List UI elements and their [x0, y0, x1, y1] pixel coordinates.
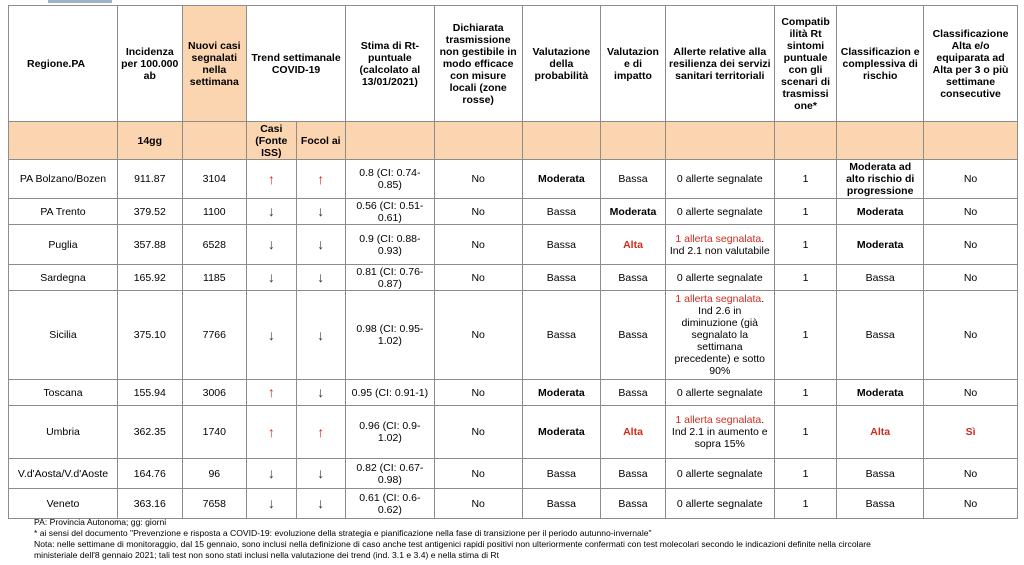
- header-classification: Classificazion e complessiva di rischio: [837, 6, 924, 122]
- arrow-up-icon: ↑: [317, 423, 325, 440]
- header-region: Regione.PA: [9, 6, 118, 122]
- cell-rt: 0.81 (CI: 0.76-0.87): [345, 265, 434, 291]
- cell-outbreaks-trend: [296, 459, 345, 489]
- cell-rt: 0.61 (CI: 0.6-0.62): [345, 489, 434, 519]
- cell-incidence: 164.76: [117, 459, 182, 489]
- cell-region: Toscana: [9, 380, 118, 406]
- alert-text: 0 allerte segnalate: [676, 467, 763, 480]
- table-row: [9, 380, 1018, 406]
- cell-high-class: No: [924, 225, 1018, 265]
- subheader-blank: [522, 122, 601, 160]
- cell-high-class: No: [924, 291, 1018, 380]
- alert-text: . Ind 2.1 non valutabile: [669, 232, 770, 257]
- cell-high-class: No: [924, 380, 1018, 406]
- cell-new-cases: 1100: [182, 199, 247, 225]
- cell-compat: 1: [774, 489, 837, 519]
- cell-declared: No: [434, 406, 522, 459]
- cell-cases-trend: [247, 291, 296, 380]
- cell-incidence: 375.10: [117, 291, 182, 380]
- cell-new-cases: 7658: [182, 489, 247, 519]
- header-incidence: Incidenza per 100.000 ab: [117, 6, 182, 122]
- cell-declared: No: [434, 489, 522, 519]
- header-trend: Trend settimanale COVID-19: [247, 6, 346, 122]
- cell-new-cases: 1185: [182, 265, 247, 291]
- cell-impact: Bassa: [601, 489, 666, 519]
- cell-rt: 0.98 (CI: 0.95-1.02): [345, 291, 434, 380]
- cell-classification: Bassa: [837, 291, 924, 380]
- cell-declared: No: [434, 380, 522, 406]
- alert-text: 0 allerte segnalate: [676, 271, 763, 284]
- table-row: [9, 265, 1018, 291]
- cell-compat: 1: [774, 160, 837, 199]
- cell-impact: Alta: [601, 406, 666, 459]
- cell-cases-trend: [247, 160, 296, 199]
- subheader-blank: [601, 122, 666, 160]
- arrow-down-icon: ↓: [317, 269, 325, 285]
- header-alerts: Allerte relative alla resilienza dei servizi sanitari territoriali: [665, 6, 774, 122]
- cell-outbreaks-trend: [296, 225, 345, 265]
- subheader-blank: [774, 122, 837, 160]
- cell-cases-trend: [247, 265, 296, 291]
- subheader-blank: [345, 122, 434, 160]
- cell-probability: Bassa: [522, 199, 601, 225]
- cell-outbreaks-trend: [296, 406, 345, 459]
- cell-rt: 0.82 (CI: 0.67-0.98): [345, 459, 434, 489]
- subheader-blank: [924, 122, 1018, 160]
- cell-alerts: [665, 265, 774, 291]
- footnotes: [34, 517, 1014, 561]
- cell-new-cases: 3104: [182, 160, 247, 199]
- cell-incidence: 357.88: [117, 225, 182, 265]
- cell-impact: Bassa: [601, 291, 666, 380]
- alert-highlight: 1 allerta segnalata: [675, 232, 762, 245]
- cell-probability: Moderata: [522, 380, 601, 406]
- header-probability: Valutazione della probabilità: [522, 6, 601, 122]
- alert-highlight: 1 allerta segnalata: [675, 414, 762, 426]
- cell-compat: 1: [774, 199, 837, 225]
- cell-high-class: No: [924, 459, 1018, 489]
- cell-classification: Moderata: [837, 199, 924, 225]
- cell-declared: No: [434, 459, 522, 489]
- arrow-down-icon: ↓: [317, 203, 325, 219]
- subheader-blank: [434, 122, 522, 160]
- table-row: [9, 459, 1018, 489]
- cell-alerts: [665, 225, 774, 265]
- table-body: [9, 160, 1018, 519]
- cell-alerts: [665, 380, 774, 406]
- alert-text: 0 allerte segnalate: [676, 386, 763, 399]
- cell-rt: 0.8 (CI: 0.74-0.85): [345, 160, 434, 199]
- subheader-blank: [9, 122, 118, 160]
- cell-declared: No: [434, 199, 522, 225]
- header-rt: Stima di Rt-puntuale (calcolato al 13/01/2021): [345, 6, 434, 122]
- subheader-blank: [665, 122, 774, 160]
- cell-incidence: 379.52: [117, 199, 182, 225]
- arrow-up-icon: ↑: [267, 170, 275, 187]
- cell-alerts: [665, 459, 774, 489]
- cell-compat: 1: [774, 459, 837, 489]
- cell-region: Sardegna: [9, 265, 118, 291]
- cell-declared: No: [434, 225, 522, 265]
- cell-alerts: [665, 199, 774, 225]
- cell-compat: 1: [774, 380, 837, 406]
- alert-highlight: 1 allerta segnalata: [675, 293, 762, 305]
- risk-assessment-table: [8, 5, 1018, 519]
- header-new-cases: Nuovi casi segnalati nella settimana: [182, 6, 247, 122]
- cell-incidence: 155.94: [117, 380, 182, 406]
- footnote: Nota: nelle settimane di monitoraggio, dal 15 gennaio, sono inclusi nella definizione di caso anche test antigenici rapidi positivi non ulteriormente confermati con test molecolari secondo le indicazioni definite nella circolare: [34, 539, 871, 549]
- cell-region: Umbria: [9, 406, 118, 459]
- cell-new-cases: 96: [182, 459, 247, 489]
- subheader-blank: [182, 122, 247, 160]
- alert-text: . Ind 2.6 in diminuzione (già segnalato la settimana precedente) e sotto 90%: [674, 293, 766, 377]
- subheader-outbreaks: Focol ai: [296, 122, 345, 160]
- arrow-down-icon: ↓: [317, 326, 325, 343]
- cell-rt: 0.95 (CI: 0.91-1): [345, 380, 434, 406]
- footnote: PA: Provincia Autonoma; gg: giorni: [34, 517, 167, 527]
- cell-probability: Bassa: [522, 489, 601, 519]
- cell-incidence: 165.92: [117, 265, 182, 291]
- cell-compat: 1: [774, 291, 837, 380]
- header-high-class: Classificazione Alta e/o equiparata ad Alta per 3 o più settimane consecutive: [924, 6, 1018, 122]
- cell-incidence: 362.35: [117, 406, 182, 459]
- arrow-down-icon: ↓: [267, 203, 275, 219]
- cell-high-class: No: [924, 199, 1018, 225]
- arrow-down-icon: ↓: [317, 495, 325, 511]
- cell-region: V.d'Aosta/V.d'Aoste: [9, 459, 118, 489]
- cell-new-cases: 7766: [182, 291, 247, 380]
- cell-declared: No: [434, 265, 522, 291]
- cell-new-cases: 1740: [182, 406, 247, 459]
- cell-outbreaks-trend: [296, 380, 345, 406]
- table-row: [9, 489, 1018, 519]
- arrow-up-icon: ↑: [267, 423, 275, 440]
- arrow-down-icon: ↓: [267, 326, 275, 343]
- cell-classification: Bassa: [837, 489, 924, 519]
- cell-region: PA Bolzano/Bozen: [9, 160, 118, 199]
- cell-alerts: [665, 406, 774, 459]
- cell-impact: Bassa: [601, 380, 666, 406]
- cell-probability: Bassa: [522, 291, 601, 380]
- alert-text: 0 allerte segnalate: [676, 173, 763, 185]
- cell-probability: Moderata: [522, 406, 601, 459]
- cell-declared: No: [434, 291, 522, 380]
- cell-probability: Moderata: [522, 160, 601, 199]
- cell-classification: Moderata ad alto rischio di progressione: [837, 160, 924, 199]
- cell-high-class: No: [924, 160, 1018, 199]
- alert-text: . Ind 2.1 in aumento e sopra 15%: [671, 414, 768, 450]
- header-compat: Compatib ilità Rt sintomi puntuale con gli scenari di trasmissi one*: [774, 6, 837, 122]
- arrow-down-icon: ↓: [317, 384, 325, 400]
- footnote: ministeriale dell'8 gennaio 2021; tali test non sono stati inclusi nella valutazione dei trend (ind. 3.1 e 3.4) e nella stima di Rt: [34, 550, 500, 560]
- alert-text: 0 allerte segnalate: [676, 497, 763, 510]
- cell-region: Veneto: [9, 489, 118, 519]
- cell-outbreaks-trend: [296, 265, 345, 291]
- header-impact: Valutazion e di impatto: [601, 6, 666, 122]
- subheader-period: 14gg: [117, 122, 182, 160]
- cell-impact: Bassa: [601, 459, 666, 489]
- cell-outbreaks-trend: [296, 489, 345, 519]
- header-declared: Dichiarata trasmissione non gestibile in modo efficace con misure locali (zone rosse): [434, 6, 522, 122]
- arrow-down-icon: ↓: [267, 236, 275, 252]
- table-row: [9, 225, 1018, 265]
- cell-rt: 0.9 (CI: 0.88-0.93): [345, 225, 434, 265]
- cell-classification: Moderata: [837, 225, 924, 265]
- arrow-down-icon: ↓: [317, 465, 325, 481]
- table-row: [9, 406, 1018, 459]
- cell-incidence: 363.16: [117, 489, 182, 519]
- cell-impact: Bassa: [601, 160, 666, 199]
- cell-probability: Bassa: [522, 459, 601, 489]
- cell-region: PA Trento: [9, 199, 118, 225]
- table-row: [9, 199, 1018, 225]
- footnote: * ai sensi del documento "Prevenzione e risposta a COVID-19: evoluzione della strategia e pianificazione nella fase di transizione per il periodo autunno-invernale": [34, 528, 652, 538]
- cell-declared: No: [434, 160, 522, 199]
- cell-outbreaks-trend: [296, 160, 345, 199]
- cell-cases-trend: [247, 406, 296, 459]
- cell-outbreaks-trend: [296, 199, 345, 225]
- cell-new-cases: 6528: [182, 225, 247, 265]
- arrow-down-icon: ↓: [317, 236, 325, 252]
- cell-cases-trend: [247, 489, 296, 519]
- table-row: [9, 160, 1018, 199]
- arrow-down-icon: ↓: [267, 465, 275, 481]
- cell-classification: Bassa: [837, 459, 924, 489]
- cell-cases-trend: [247, 459, 296, 489]
- cell-cases-trend: [247, 199, 296, 225]
- arrow-down-icon: ↓: [267, 495, 275, 511]
- cell-cases-trend: [247, 225, 296, 265]
- arrow-up-icon: ↑: [267, 384, 275, 400]
- arrow-down-icon: ↓: [267, 269, 275, 285]
- cell-alerts: [665, 489, 774, 519]
- cell-region: Sicilia: [9, 291, 118, 380]
- subheader-blank: [837, 122, 924, 160]
- cell-compat: 1: [774, 406, 837, 459]
- cell-incidence: 911.87: [117, 160, 182, 199]
- cell-high-class: No: [924, 265, 1018, 291]
- cell-impact: Alta: [601, 225, 666, 265]
- cell-impact: Moderata: [601, 199, 666, 225]
- cell-rt: 0.56 (CI: 0.51-0.61): [345, 199, 434, 225]
- cell-new-cases: 3006: [182, 380, 247, 406]
- arrow-up-icon: ↑: [317, 170, 325, 187]
- cell-compat: 1: [774, 265, 837, 291]
- cell-classification: Bassa: [837, 265, 924, 291]
- cell-high-class: No: [924, 489, 1018, 519]
- subheader-cases-source: Casi (Fonte ISS): [247, 122, 296, 160]
- cell-impact: Bassa: [601, 265, 666, 291]
- table-row: [9, 291, 1018, 380]
- cell-outbreaks-trend: [296, 291, 345, 380]
- cell-region: Puglia: [9, 225, 118, 265]
- cell-compat: 1: [774, 225, 837, 265]
- cell-classification: Moderata: [837, 380, 924, 406]
- top-accent-bar: [48, 0, 112, 3]
- cell-cases-trend: [247, 380, 296, 406]
- cell-alerts: [665, 160, 774, 199]
- cell-classification: Alta: [837, 406, 924, 459]
- cell-rt: 0.96 (CI: 0.9-1.02): [345, 406, 434, 459]
- alert-text: 0 allerte segnalate: [676, 205, 763, 218]
- cell-alerts: [665, 291, 774, 380]
- cell-high-class: Sì: [924, 406, 1018, 459]
- cell-probability: Bassa: [522, 265, 601, 291]
- cell-probability: Bassa: [522, 225, 601, 265]
